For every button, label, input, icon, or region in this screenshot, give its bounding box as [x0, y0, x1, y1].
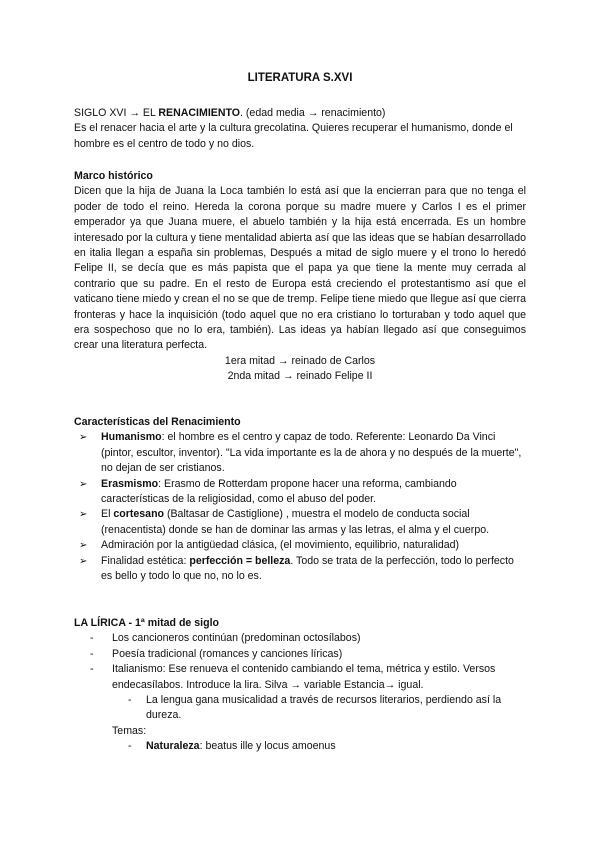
list-item: [90, 662, 526, 693]
list-item: [79, 430, 526, 476]
item-term: Humanismo: [101, 431, 162, 444]
dash-bullet-icon: -: [90, 663, 94, 676]
arrow-bullet-icon: ➢: [79, 478, 88, 490]
dash-bullet-icon: -: [90, 647, 94, 660]
item-prefix: Finalidad estética:: [101, 554, 190, 567]
intro-line: [74, 106, 526, 121]
item-term: cortesano: [113, 508, 165, 521]
item-text: : Erasmo de Rotterdam propone hacer una reforma, cambiando características de la religiosidad, como el abuso del poder.: [101, 477, 457, 506]
marco-center-line-2: 2nda mitad → reinado Felipe II: [227, 370, 373, 383]
item-term: Erasmismo: [101, 477, 159, 490]
intro-text: Es el renacer hacia el arte y la cultura grecolatina. Quieres recuperar el humanismo, donde el hombre es el centro de todo y no dios.: [74, 122, 513, 150]
arrow-bullet-icon: ➢: [79, 540, 88, 552]
item-text: : beatus ille y locus amoenus: [199, 740, 336, 753]
item-text: (Baltasar de Castiglione) , muestra el modelo de conducta social (renacentista) donde se han de dominar las armas y las letras, el alma y el cuerpo.: [101, 508, 490, 536]
dash-bullet-icon: -: [128, 694, 132, 707]
lirica-heading: LA LÍRICA - 1ª mitad de siglo: [74, 617, 219, 629]
dash-bullet-icon: -: [90, 632, 94, 645]
intro-suffix: . (edad media → renacimiento): [240, 107, 386, 119]
renacimiento-term: RENACIMIENTO: [158, 107, 241, 119]
list-item: [79, 554, 526, 585]
item-text: Admiración por la antigüedad clásica, (el movimiento, equilibrio, naturalidad): [101, 539, 460, 552]
arrow-bullet-icon: ➢: [79, 509, 88, 521]
intro-prefix: SIGLO XVI → EL: [74, 107, 159, 119]
marco-section: [74, 169, 526, 385]
item-prefix: El: [101, 508, 114, 521]
caracteristicas-heading: Características del Renacimiento: [74, 416, 241, 428]
item-text: Los cancioneros continúan (predominan octosílabos): [112, 632, 361, 645]
arrow-bullet-icon: ➢: [79, 432, 88, 444]
item-text: La lengua gana musicalidad a través de recursos literarios, perdiendo así la dureza.: [146, 694, 502, 722]
intro-section: [74, 106, 526, 152]
dash-bullet-icon: -: [128, 740, 132, 753]
lirica-section: [74, 616, 526, 755]
marco-text: Dicen que la hija de Juana la Loca también lo está así que la encierran para que no tenga el poder de todo el reino. Hereda la corona porque su madre muere y Carlos I es el primer emperador ya que Juana muere, el abuelo también y la hija está encerrada. Es un hombre interesado por la cultura y tiene mentalidad abierta así que las ideas que se habían desarrollado en italia llegan a españa sin problemas, Después a mitad de siglo muere y el trono lo heredó Felipe II, se decía que es más papista que el papa ya que tiene la mente muy cerrada al contrario que su padre. En el resto de Europa está creciendo el protestantismo así que el vaticano tiene miedo y crean el no se que de tremp. Felipe tiene miedo que llegue así que cierra fronteras y hace la inquisición (todo aquel que no era cristiano lo torturaban y todo aquel que era sospechoso que no lo era, también). Las ideas ya habían llegado así que conseguimos crear una literatura perfecta.: [74, 185, 526, 352]
list-item: [79, 477, 526, 508]
list-item: [79, 538, 526, 553]
item-text: : el hombre es el centro y capaz de todo. Referente: Leonardo Da Vinci (pintor, escultor, inventor). "La vida importante es la de ahora y no después de la muerte", no dejan de ser cristianos.: [101, 431, 522, 475]
list-item: [90, 647, 526, 662]
item-text: Poesía tradicional (romances y canciones líricas): [112, 647, 343, 660]
list-item: [79, 507, 526, 538]
item-text: Italianismo: Ese renueva el contenido cambiando el tema, métrica y estilo. Versos endecasílabos. Introduce la lira. Silva → variable Estancia→ igual.: [112, 663, 496, 691]
item-term: perfección = belleza: [189, 554, 291, 567]
sub-list-item: [128, 739, 526, 754]
page-title: LITERATURA S.XVI: [247, 72, 353, 84]
item-text: . Todo se trata de la perfección, todo lo perfecto es bello y todo lo que no, no lo es.: [101, 554, 514, 583]
marco-center-line-1: 1era mitad → reinado de Carlos: [224, 354, 376, 367]
marco-heading: Marco histórico: [74, 170, 153, 182]
temas-label: Temas:: [112, 724, 147, 737]
item-term: Naturaleza: [146, 740, 200, 753]
arrow-bullet-icon: ➢: [79, 555, 88, 567]
sub-list-item: [128, 693, 526, 724]
caracteristicas-section: [74, 415, 526, 584]
list-item: [90, 631, 526, 646]
